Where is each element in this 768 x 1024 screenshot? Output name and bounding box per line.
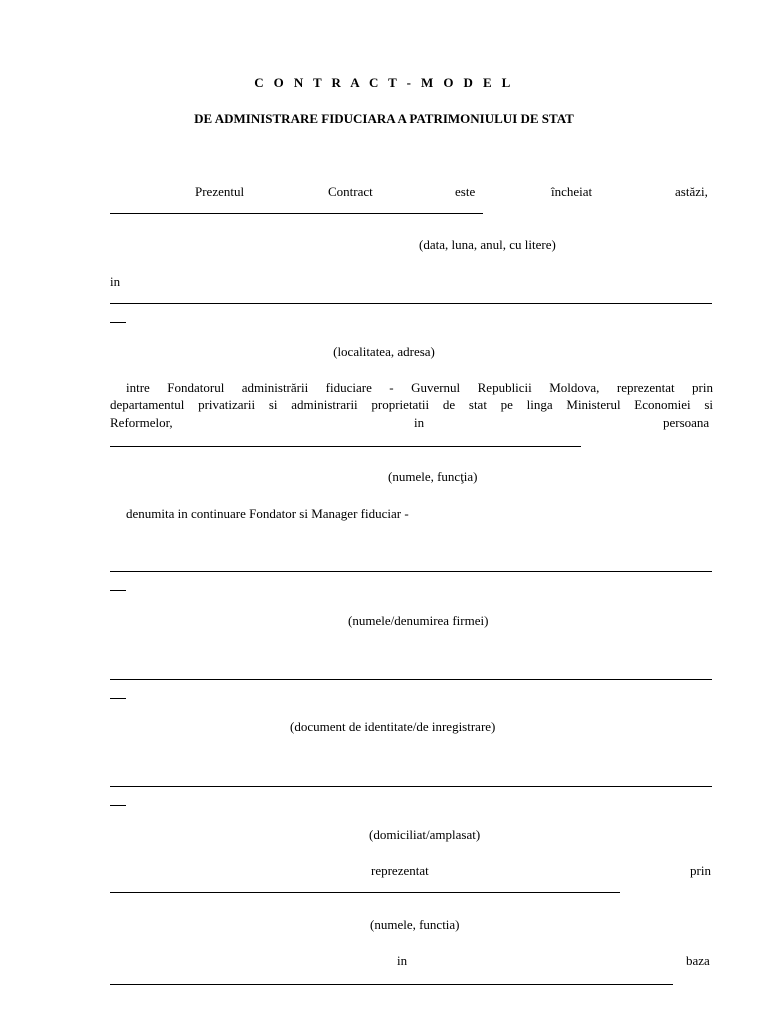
text-denumita: denumita in continuare Fondator si Manager fiduciar - bbox=[126, 506, 409, 521]
word-reprezentat: reprezentat bbox=[371, 863, 429, 878]
blank-line-person bbox=[110, 446, 581, 447]
intro-line-2: departamentul privatizarii si administrarii proprietatii de stat pe linga Ministerul Economiei si bbox=[110, 397, 713, 412]
caption-name-function-2: (numele, functia) bbox=[370, 917, 460, 932]
blank-line-domicile-end bbox=[110, 805, 126, 806]
caption-firm: (numele/denumirea firmei) bbox=[348, 613, 489, 628]
caption-domicile: (domiciliat/amplasat) bbox=[369, 827, 481, 842]
word-astazi: astăzi, bbox=[675, 184, 708, 199]
blank-line-identity bbox=[110, 679, 712, 680]
word-contract: Contract bbox=[328, 184, 373, 199]
blank-line-address-end bbox=[110, 322, 126, 323]
blank-line-date bbox=[110, 213, 483, 214]
caption-name-function: (numele, funcţia) bbox=[388, 469, 478, 484]
blank-line-identity-end bbox=[110, 698, 126, 699]
intro-persoana: persoana bbox=[663, 415, 710, 430]
word-este: este bbox=[455, 184, 476, 199]
blank-line-firm bbox=[110, 571, 712, 572]
word-in-baza: in bbox=[397, 953, 408, 968]
blank-line-representative bbox=[110, 892, 620, 893]
word-incheiat: încheiat bbox=[551, 184, 593, 199]
blank-line-address bbox=[110, 303, 712, 304]
word-prezentul: Prezentul bbox=[195, 184, 245, 199]
caption-identity: (document de identitate/de inregistrare) bbox=[290, 719, 496, 734]
document-subtitle: DE ADMINISTRARE FIDUCIARA A PATRIMONIULUI DE STAT bbox=[194, 111, 574, 126]
word-baza: baza bbox=[686, 953, 710, 968]
intro-reformelor: Reformelor, bbox=[110, 415, 173, 430]
label-in: in bbox=[110, 274, 121, 289]
document-title: C O N T R A C T - M O D E L bbox=[254, 75, 514, 90]
word-prin: prin bbox=[690, 863, 711, 878]
blank-line-firm-end bbox=[110, 590, 126, 591]
blank-line-domicile bbox=[110, 786, 712, 787]
blank-line-basis bbox=[110, 984, 673, 985]
caption-date: (data, luna, anul, cu litere) bbox=[419, 237, 556, 252]
intro-in: in bbox=[414, 415, 425, 430]
caption-address: (localitatea, adresa) bbox=[333, 344, 435, 359]
intro-line-1: intre Fondatorul administrării fiduciare - Guvernul Republicii Moldova, reprezentat prin bbox=[126, 380, 713, 395]
